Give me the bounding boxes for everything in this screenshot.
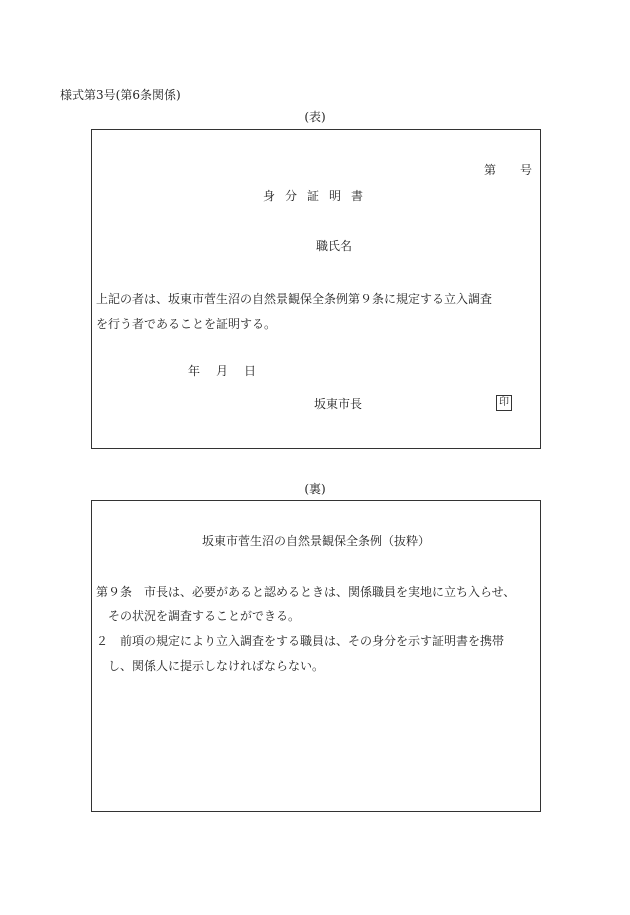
article-text-line: ２ 前項の規定により立入調査をする職員は、その身分を示す証明書を携帯: [96, 634, 505, 648]
id-card-back: [91, 500, 541, 812]
article-text-line: 第９条 市長は、必要があると認めるときは、関係職員を実地に立ち入らせ、: [96, 585, 516, 599]
article-text-line: し、関係人に提示しなければならない。: [108, 659, 325, 673]
position-name-label: 職氏名: [316, 239, 353, 253]
issuer-mayor: 坂東市長: [314, 397, 363, 411]
front-side-heading: (表): [304, 110, 326, 124]
id-card-front: [91, 129, 541, 449]
ordinance-excerpt-title: 坂東市菅生沼の自然景観保全条例（抜粋）: [201, 534, 430, 548]
issue-date: 年 月 日: [188, 364, 257, 378]
back-side-heading: (裏): [304, 482, 326, 496]
certification-text-line: を行う者であることを証明する。: [96, 317, 277, 331]
certificate-number-label: 第 号: [483, 163, 532, 177]
document-title: 身分証明書: [262, 189, 373, 203]
form-label: 様式第3号(第6条関係): [60, 88, 181, 102]
article-text-line: その状況を調査することができる。: [108, 609, 301, 623]
seal-stamp: 印: [496, 395, 512, 411]
certification-text-line: 上記の者は、坂東市菅生沼の自然景観保全条例第９条に規定する立入調査: [96, 292, 493, 306]
